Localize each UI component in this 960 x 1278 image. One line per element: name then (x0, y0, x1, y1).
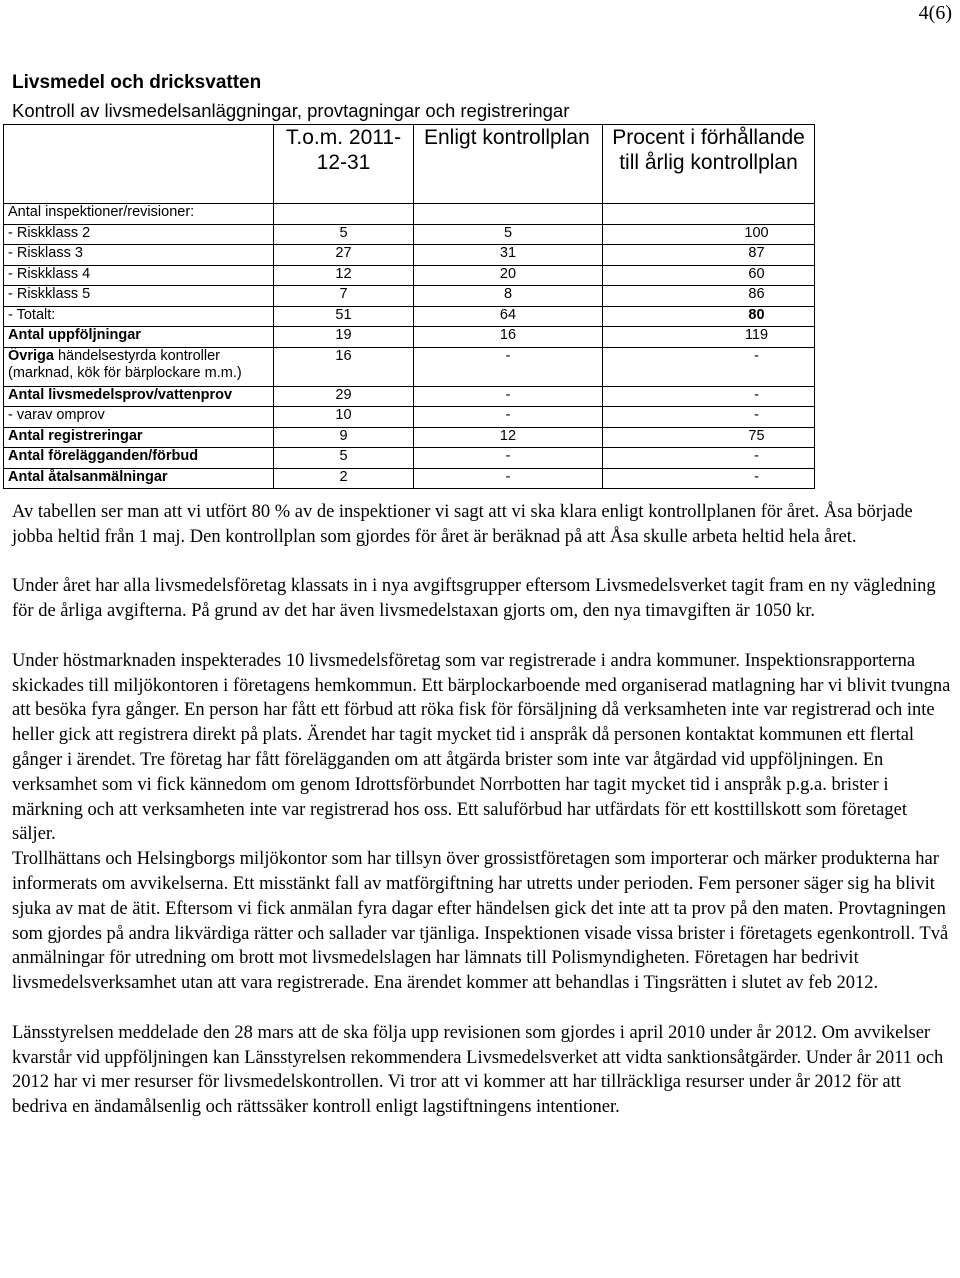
cell-to-date: 9 (274, 427, 414, 448)
row-label-bold: Övriga (8, 347, 54, 364)
table-row (4, 224, 815, 245)
page-number: 4(6) (918, 2, 952, 24)
cell-planned: 8 (414, 286, 603, 307)
cell-percent: - (603, 386, 815, 407)
paragraph-market-inspections: Under höstmarknaden inspekterades 10 livsmedelsföretag som var registrerade i andra kommuner. Inspektionsrapporterna skickades till miljökontoren i företagens hemkommun. Ett bärplockarboende med organiserad matlagning har vi blivit tvungna att besöka fyra gånger. En person har fått ett förbud att röka fisk för försäljning då verksamheten inte var registrerad och inte heller gick att registrera direkt på plats. Ärendet har tagit mycket tid i anspråk då personen kontaktat kommunen ett flertal gånger i ärendet. Tre företag har fått förelägganden om att åtgärda brister som inte var åtgärdad vid uppföljningen. En verksamhet som vi fick kännedom om genom Idrottsförbundet Norrbotten har tagit mycket tid i anspråk p.g.a. brister i märkning och att verksamheten inte var registrerad hos oss. Ett saluförbud har utfärdats för ett kosttillskott som företaget säljer. (12, 650, 951, 845)
table-row (4, 468, 815, 489)
cell-percent: 100 (603, 224, 815, 245)
table-row (4, 448, 815, 469)
cell-percent: 86 (603, 286, 815, 307)
row-label: Antal livsmedelsprov/vattenprov (4, 386, 274, 407)
control-statistics-table (3, 124, 815, 489)
cell-percent: 60 (603, 265, 815, 286)
cell-percent: 80 (603, 306, 815, 327)
row-label: - Risklass 3 (4, 245, 274, 266)
cell-percent: - (603, 347, 815, 386)
table-header-percent: Procent i förhållande till årlig kontrollplan (603, 125, 815, 204)
body-text (12, 500, 952, 1145)
cell-to-date: 12 (274, 265, 414, 286)
table-row (4, 327, 815, 348)
row-label: - varav omprov (4, 407, 274, 428)
table-header-row (4, 125, 815, 204)
row-label-line2: (marknad, kök för bärplockare m.m.) (8, 364, 242, 381)
paragraph-food-poisoning: Trollhättans och Helsingborgs miljökontor som har tillsyn över grossistföretagen som importerar och märker produkterna har informerats om avvikelserna. Ett misstänkt fall av matförgiftning har utretts under perioden. Fem personer säger sig ha blivit sjuka av mat de ätit. Eftersom vi fick anmälan fyra dagar efter händelsen gick det inte att ta prov på den maten. Provtagningen som gjordes på andra likvärdiga rätter och sallader var tjänliga. Inspektionen visade vissa brister i företagets egenkontroll. Två anmälningar för utredning om brott mot livsmedelslagen har lämnats till Polismyndigheten. Företagen har bedrivit livsmedelsverksamhet utan att vara registrerade. Ena ärendet kommer att behandlas i Tingsrätten i slutet av feb 2012. (12, 849, 949, 994)
cell-planned: 20 (414, 265, 603, 286)
table-header-empty (4, 125, 274, 204)
table-row (4, 204, 815, 225)
row-label: - Totalt: (4, 306, 274, 327)
cell-to-date: 10 (274, 407, 414, 428)
table-header-planned: Enligt kontrollplan (414, 125, 603, 204)
table-row (4, 286, 815, 307)
cell-to-date: 29 (274, 386, 414, 407)
cell-to-date: 27 (274, 245, 414, 266)
cell-percent: 75 (603, 427, 815, 448)
row-label: Antal registreringar (4, 427, 274, 448)
cell-percent: - (603, 407, 815, 428)
row-label: Antal åtalsanmälningar (4, 468, 274, 489)
cell-planned: 16 (414, 327, 603, 348)
cell-planned: - (414, 468, 603, 489)
cell-planned: 31 (414, 245, 603, 266)
row-label: Antal uppföljningar (4, 327, 274, 348)
section-subtitle: Kontroll av livsmedelsanläggningar, provtagningar och registreringar (12, 100, 570, 121)
cell-percent: 87 (603, 245, 815, 266)
table-row (4, 407, 815, 428)
table-row (4, 427, 815, 448)
table-header-to-date: T.o.m. 2011-12-31 (274, 125, 414, 204)
section-title: Livsmedel och dricksvatten (12, 72, 262, 93)
cell-to-date: 16 (274, 347, 414, 386)
row-label (4, 347, 274, 386)
cell-planned: - (414, 386, 603, 407)
table-row (4, 245, 815, 266)
table-row (4, 306, 815, 327)
cell-to-date: 5 (274, 224, 414, 245)
table-row (4, 265, 815, 286)
paragraph-fees: Under året har alla livsmedelsföretag klassats in i nya avgiftsgrupper eftersom Livsmedelsverket tagit fram en ny vägledning för de årliga avgifterna. På grund av det har även livsmedelstaxan gjorts om, den nya timavgiften är 1050 kr. (12, 576, 936, 622)
cell-planned: 64 (414, 306, 603, 327)
cell-to-date: 19 (274, 327, 414, 348)
cell-to-date: 51 (274, 306, 414, 327)
cell-planned: 5 (414, 224, 603, 245)
table-row (4, 347, 815, 386)
cell-to-date: 5 (274, 448, 414, 469)
cell-percent (603, 204, 815, 225)
cell-planned: - (414, 407, 603, 428)
row-label: - Riskklass 4 (4, 265, 274, 286)
cell-planned: 12 (414, 427, 603, 448)
cell-planned: - (414, 448, 603, 469)
paragraph-county-board: Länsstyrelsen meddelade den 28 mars att de ska följa upp revisionen som gjordes i april 2010 under år 2012. Om avvikelser kvarstår vid uppföljningen kan Länsstyrelsen rekommendera Livsmedelsverket att vidta sanktionsåtgärder. Under år 2011 och 2012 har vi mer resurser för livsmedelskontrollen. Vi tror att vi kommer att har tillräckliga resurser under år 2012 för att bedriva en ändamålsenlig och rättssäker kontroll enligt lagstiftningens intentioner. (12, 1022, 944, 1118)
cell-percent: - (603, 448, 815, 469)
cell-planned: - (414, 347, 603, 386)
cell-planned (414, 204, 603, 225)
cell-percent: 119 (603, 327, 815, 348)
row-label: Antal inspektioner/revisioner: (4, 204, 274, 225)
table-row (4, 386, 815, 407)
cell-to-date (274, 204, 414, 225)
cell-to-date: 7 (274, 286, 414, 307)
row-label: Antal förelägganden/förbud (4, 448, 274, 469)
paragraph-summary: Av tabellen ser man att vi utfört 80 % av de inspektioner vi sagt att vi ska klara enligt kontrollplanen för året. Åsa började jobba heltid från 1 maj. Den kontrollplan som gjordes för året är beräknad på att Åsa skulle arbeta heltid hela året. (12, 502, 913, 547)
row-label: - Riskklass 5 (4, 286, 274, 307)
row-label-rest: händelsestyrda kontroller (57, 347, 220, 364)
row-label: - Riskklass 2 (4, 224, 274, 245)
cell-to-date: 2 (274, 468, 414, 489)
cell-percent: - (603, 468, 815, 489)
